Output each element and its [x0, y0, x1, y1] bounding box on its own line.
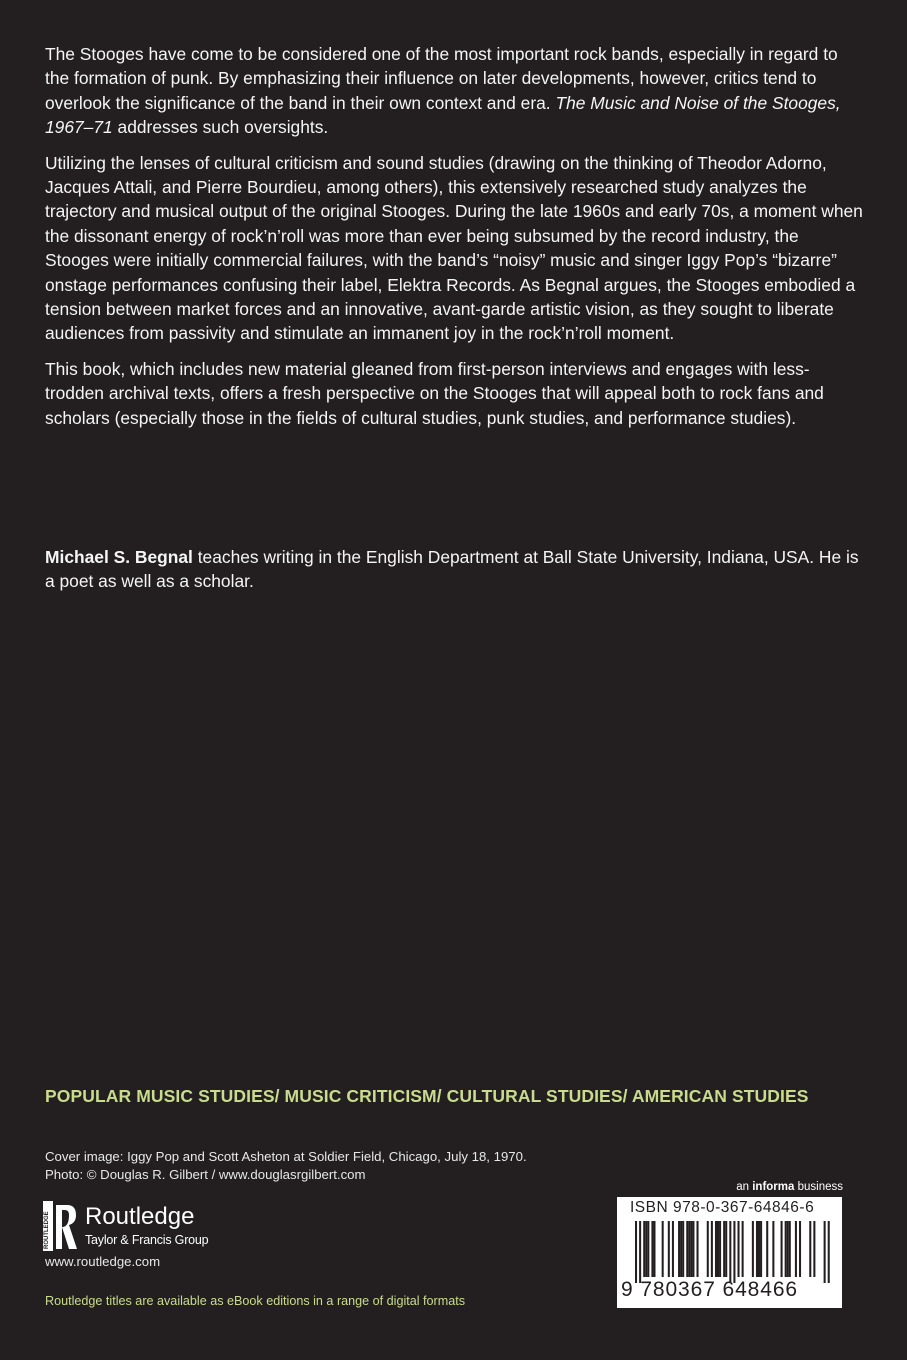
barcode-bar [678, 1221, 680, 1277]
barcode-bar [680, 1221, 682, 1277]
barcode-bar [662, 1221, 664, 1277]
informa-business [736, 1181, 843, 1193]
barcode-bar [756, 1221, 758, 1277]
barcode-bar [635, 1221, 637, 1283]
description-text: The Stooges have come to be considered one of the most important rock bands, especially in regard to the formation of punk. By emphasizing their influence on later developments, however, critics tend to overlook the significance of the band in their own context and era. [45, 44, 838, 113]
description-paragraph-2: Utilizing the lenses of cultural criticism and sound studies (drawing on the thinking of Theodor Adorno, Jacques Attali, and Pierre Bourdieu, among others), this extensively researched study analyzes the trajectory and musical output of the original Stooges. During the late 1960s and early 70s, a moment when the dissonant energy of rock’n’roll was more than ever being subsumed by the record industry, the Stooges were initially commercial failures, with the band’s “noisy” music and singer Iggy Pop’s “bizarre” onstage performances confusing their label, Elektra Records. As Begnal argues, the Stooges embodied a tension between market forces and an innovative, avant-garde artistic vision, as they sought to liberate audiences from passivity and stimulate an immanent joy in the rock’n’roll moment. [45, 152, 863, 344]
barcode-bar [723, 1221, 725, 1277]
barcode-bar [766, 1221, 768, 1277]
barcode-bar [729, 1221, 731, 1283]
barcode-bar [645, 1221, 647, 1277]
barcode-bar [715, 1221, 717, 1277]
description-paragraph-3: This book, which includes new material gleaned from first-person interviews and engages with less-trodden archival texts, offers a fresh perspective on the Stooges that will appeal both to rock fans and scholars (especially those in the fields of cultural studies, punk studies, and performance studies). [45, 358, 824, 428]
barcode-bar [719, 1221, 721, 1277]
barcode-bar [707, 1221, 709, 1277]
barcode-bar [682, 1221, 684, 1277]
barcode-bar [772, 1221, 774, 1277]
barcode-bar [795, 1221, 797, 1277]
barcode-bar [760, 1221, 762, 1277]
barcode-bar [690, 1221, 692, 1277]
barcode-bar [717, 1221, 719, 1277]
barcode-bar [824, 1221, 826, 1283]
routledge-r-icon [43, 1201, 79, 1251]
barcode-bar [643, 1221, 645, 1277]
informa-bold: informa [752, 1181, 795, 1193]
cover-credit [45, 1148, 527, 1184]
description-paragraph-1 [45, 42, 865, 140]
barcode-bar [688, 1221, 690, 1277]
informa-prefix: an [736, 1181, 753, 1193]
barcode-bar [686, 1221, 688, 1277]
publisher-website: www.routledge.com [45, 1254, 161, 1269]
barcode-bar [672, 1221, 674, 1277]
ebook-note: Routledge titles are available as eBook editions in a range of digital formats [45, 1294, 466, 1308]
barcode-bar [711, 1221, 713, 1277]
barcode-bar [785, 1221, 787, 1277]
barcode-bar [651, 1221, 653, 1277]
barcode-bar [639, 1221, 641, 1283]
barcode-bar [752, 1221, 754, 1277]
publisher-name: Routledge [85, 1203, 195, 1230]
barcode-bar [668, 1221, 670, 1277]
isbn-label: ISBN 978-0-367-64846-6 [630, 1199, 815, 1216]
routledge-vertical-wordmark: ROUTLEDGE [44, 1211, 50, 1249]
barcode-bar [799, 1221, 801, 1277]
barcode-bar [758, 1221, 760, 1277]
cover-image-credit: Cover image: Iggy Pop and Scott Asheton at Soldier Field, Chicago, July 18, 1970. [45, 1149, 527, 1164]
barcode-bar [813, 1221, 815, 1277]
barcode-bar [733, 1221, 735, 1283]
barcode-bar [789, 1221, 791, 1277]
barcode-bar [647, 1221, 649, 1277]
author-bio-text: teaches writing in the English Department at Ball State University, Indiana, USA. He is a poet as well as a scholar. [45, 547, 859, 592]
description-text: addresses such oversights. [112, 117, 329, 138]
routledge-logo [43, 1201, 243, 1253]
barcode-bar [809, 1221, 811, 1277]
book-description [45, 42, 865, 441]
barcode-bar [781, 1221, 783, 1277]
publisher-group: Taylor & Francis Group [85, 1233, 209, 1247]
barcode-bar [787, 1221, 789, 1277]
isbn-digits: 9 780367 648466 [621, 1278, 798, 1301]
barcode-bar [653, 1221, 655, 1277]
book-title-italic: The Music and Noise of the Stooges, 1967–71 [45, 92, 841, 138]
author-name: Michael S. Begnal [45, 547, 193, 567]
informa-suffix: business [794, 1181, 843, 1193]
barcode-bar [692, 1221, 694, 1277]
subject-categories: POPULAR MUSIC STUDIES/ MUSIC CRITICISM/ CULTURAL STUDIES/ AMERICAN STUDIES [45, 1086, 809, 1106]
barcode-bar [742, 1221, 744, 1277]
author-bio [45, 545, 865, 594]
photo-credit: Photo: © Douglas R. Gilbert / www.douglasrgilbert.com [45, 1167, 366, 1182]
barcode-bar [697, 1221, 699, 1277]
isbn-barcode [617, 1197, 842, 1308]
barcode-bar [828, 1221, 830, 1283]
barcode-bar [725, 1221, 727, 1277]
barcode-bar [738, 1221, 740, 1277]
